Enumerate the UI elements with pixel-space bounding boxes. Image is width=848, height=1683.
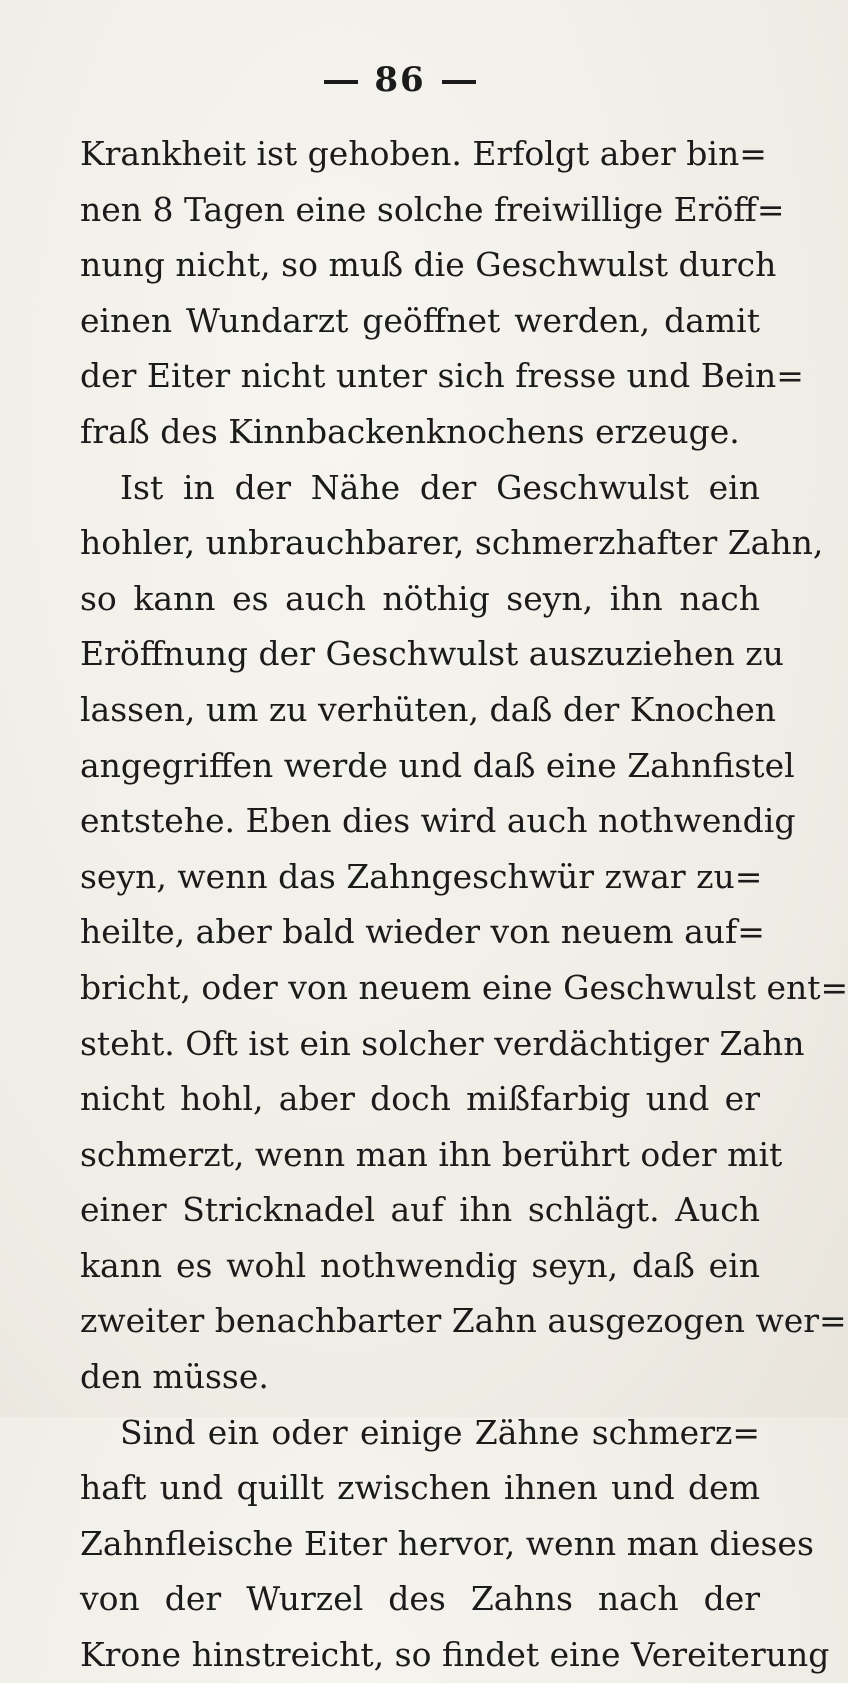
text-line: einen Wundarzt geöffnet werden, damit <box>80 300 760 340</box>
text-line: angegriffen werde und daß eine Zahnfistel <box>80 745 795 785</box>
text-line: den müsse. <box>80 1357 269 1397</box>
text-line: Zahnfleische Eiter hervor, wenn man dieses <box>80 1523 814 1563</box>
text-line: kann es wohl nothwendig seyn, daß ein <box>80 1245 760 1285</box>
text-line: zweiter benachbarter Zahn ausgezogen wer= <box>80 1301 847 1341</box>
text-line: Ist in der Nähe der Geschwulst ein <box>120 467 760 507</box>
text-line: so kann es auch nöthig seyn, ihn nach <box>80 578 760 618</box>
text-line: Eröffnung der Geschwulst auszuziehen zu <box>80 634 784 674</box>
text-line: der Eiter nicht unter sich fresse und Bein= <box>80 356 804 396</box>
text-line: einer Stricknadel auf ihn schlägt. Auch <box>80 1190 760 1230</box>
text-line: von der Wurzel des Zahns nach der <box>80 1579 760 1619</box>
text-line: Krankheit ist gehoben. Erfolgt aber bin= <box>80 134 767 173</box>
text-line: hohler, unbrauchbarer, schmerzhafter Zahn, <box>80 523 824 563</box>
text-line: nicht hohl, aber doch mißfarbig und er <box>80 1079 760 1119</box>
text-line: lassen, um zu verhüten, daß der Knochen <box>80 689 777 729</box>
text-line: haft und quillt zwischen ihnen und dem <box>80 1468 760 1508</box>
text-line: schmerzt, wenn man ihn berührt oder mit <box>80 1134 783 1174</box>
text-line: nen 8 Tagen eine solche freiwillige Eröff= <box>80 189 785 229</box>
text-line: steht. Oft ist ein solcher verdächtiger Zahn <box>80 1023 805 1063</box>
text-line: fraß des Kinnbackenknochens erzeuge. <box>80 411 740 451</box>
text-line: nung nicht, so muß die Geschwulst durch <box>80 245 777 285</box>
text-line: entstehe. Eben dies wird auch nothwendig <box>80 801 796 841</box>
page-header <box>0 58 800 102</box>
text-line: Sind ein oder einige Zähne schmerz= <box>120 1412 760 1452</box>
text-line: heilte, aber bald wieder von neuem auf= <box>80 912 765 952</box>
body-text <box>80 126 848 1683</box>
left-dash <box>324 80 358 84</box>
text-line: bricht, oder von neuem eine Geschwulst ent= <box>80 967 848 1007</box>
text-line: Krone hinstreicht, so findet eine Vereiterung <box>80 1635 830 1675</box>
text-line: seyn, wenn das Zahngeschwür zwar zu= <box>80 856 763 896</box>
right-dash <box>442 80 476 84</box>
page-number: 86 <box>374 60 426 100</box>
